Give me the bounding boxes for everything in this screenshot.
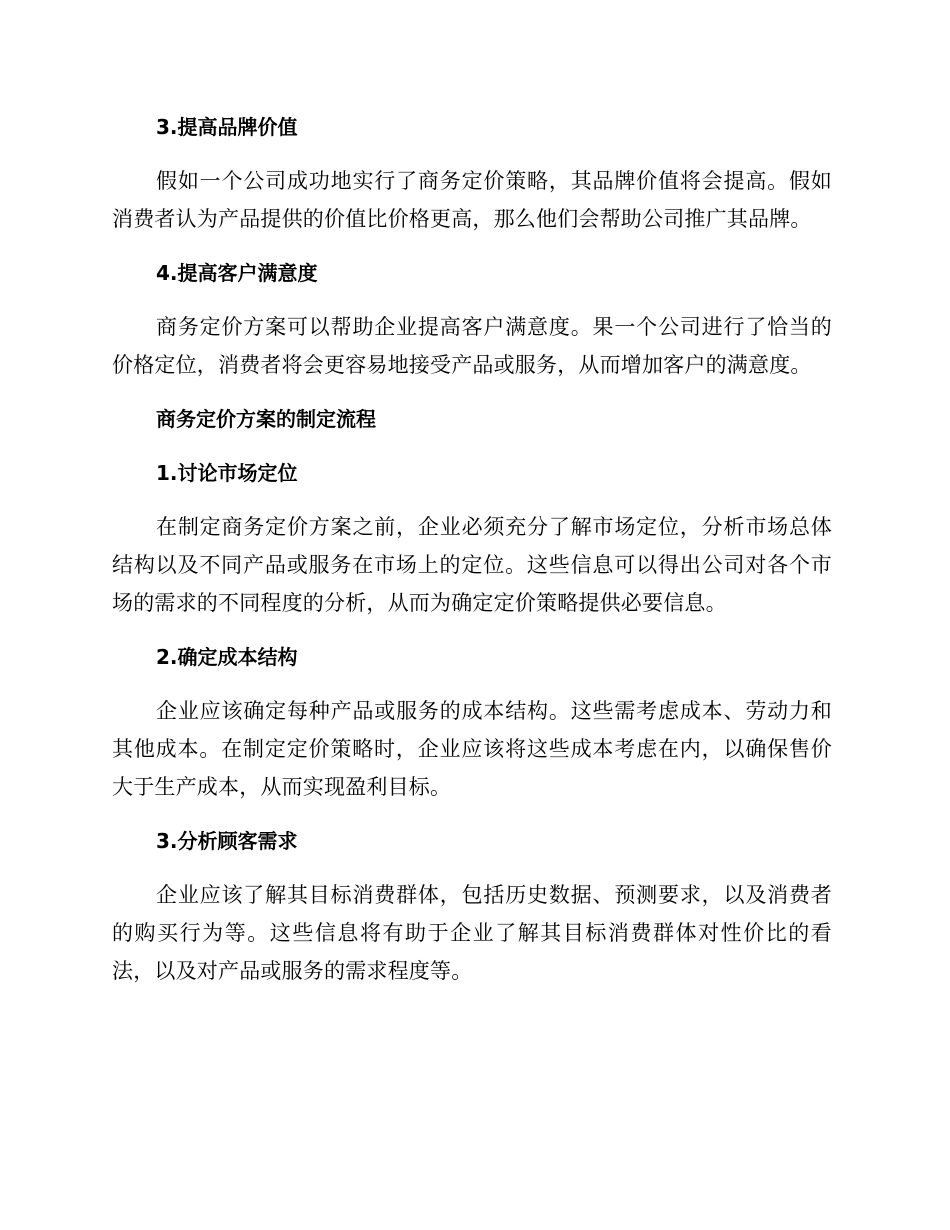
section-heading-customer-satisfaction: 4.提高客户满意度 xyxy=(156,261,318,285)
paragraph-market-positioning: 在制定商务定价方案之前，企业必须充分了解市场定位，分析市场总体结构以及不同产品或服务在市场上的定位。这些信息可以得出公司对各个市场的需求的不同程度的分析，从而为确定定价策略提供必要信息。 xyxy=(112,515,832,615)
section-heading-brand-value: 3.提高品牌价值 xyxy=(156,115,298,139)
document-body xyxy=(112,108,832,990)
section-heading-cost-structure: 2.确定成本结构 xyxy=(156,645,298,669)
paragraph-cost-structure: 企业应该确定每种产品或服务的成本结构。这些需考虑成本、劳动力和其他成本。在制定定价策略时，企业应该将这些成本考虑在内，以确保售价大于生产成本，从而实现盈利目标。 xyxy=(112,699,832,799)
section-heading-customer-demand: 3.分析顾客需求 xyxy=(156,829,298,853)
section-heading-market-positioning: 1.讨论市场定位 xyxy=(156,461,298,485)
paragraph-customer-demand: 企业应该了解其目标消费群体，包括历史数据、预测要求，以及消费者的购买行为等。这些信息将有助于企业了解其目标消费群体对性价比的看法，以及对产品或服务的需求程度等。 xyxy=(112,883,832,983)
paragraph-customer-satisfaction: 商务定价方案可以帮助企业提高客户满意度。果一个公司进行了恰当的价格定位，消费者将会更容易地接受产品或服务，从而增加客户的满意度。 xyxy=(112,315,832,377)
paragraph-brand-value: 假如一个公司成功地实行了商务定价策略，其品牌价值将会提高。假如消费者认为产品提供的价值比价格更高，那么他们会帮助公司推广其品牌。 xyxy=(112,169,832,231)
section-heading-pricing-process: 商务定价方案的制定流程 xyxy=(156,407,376,431)
